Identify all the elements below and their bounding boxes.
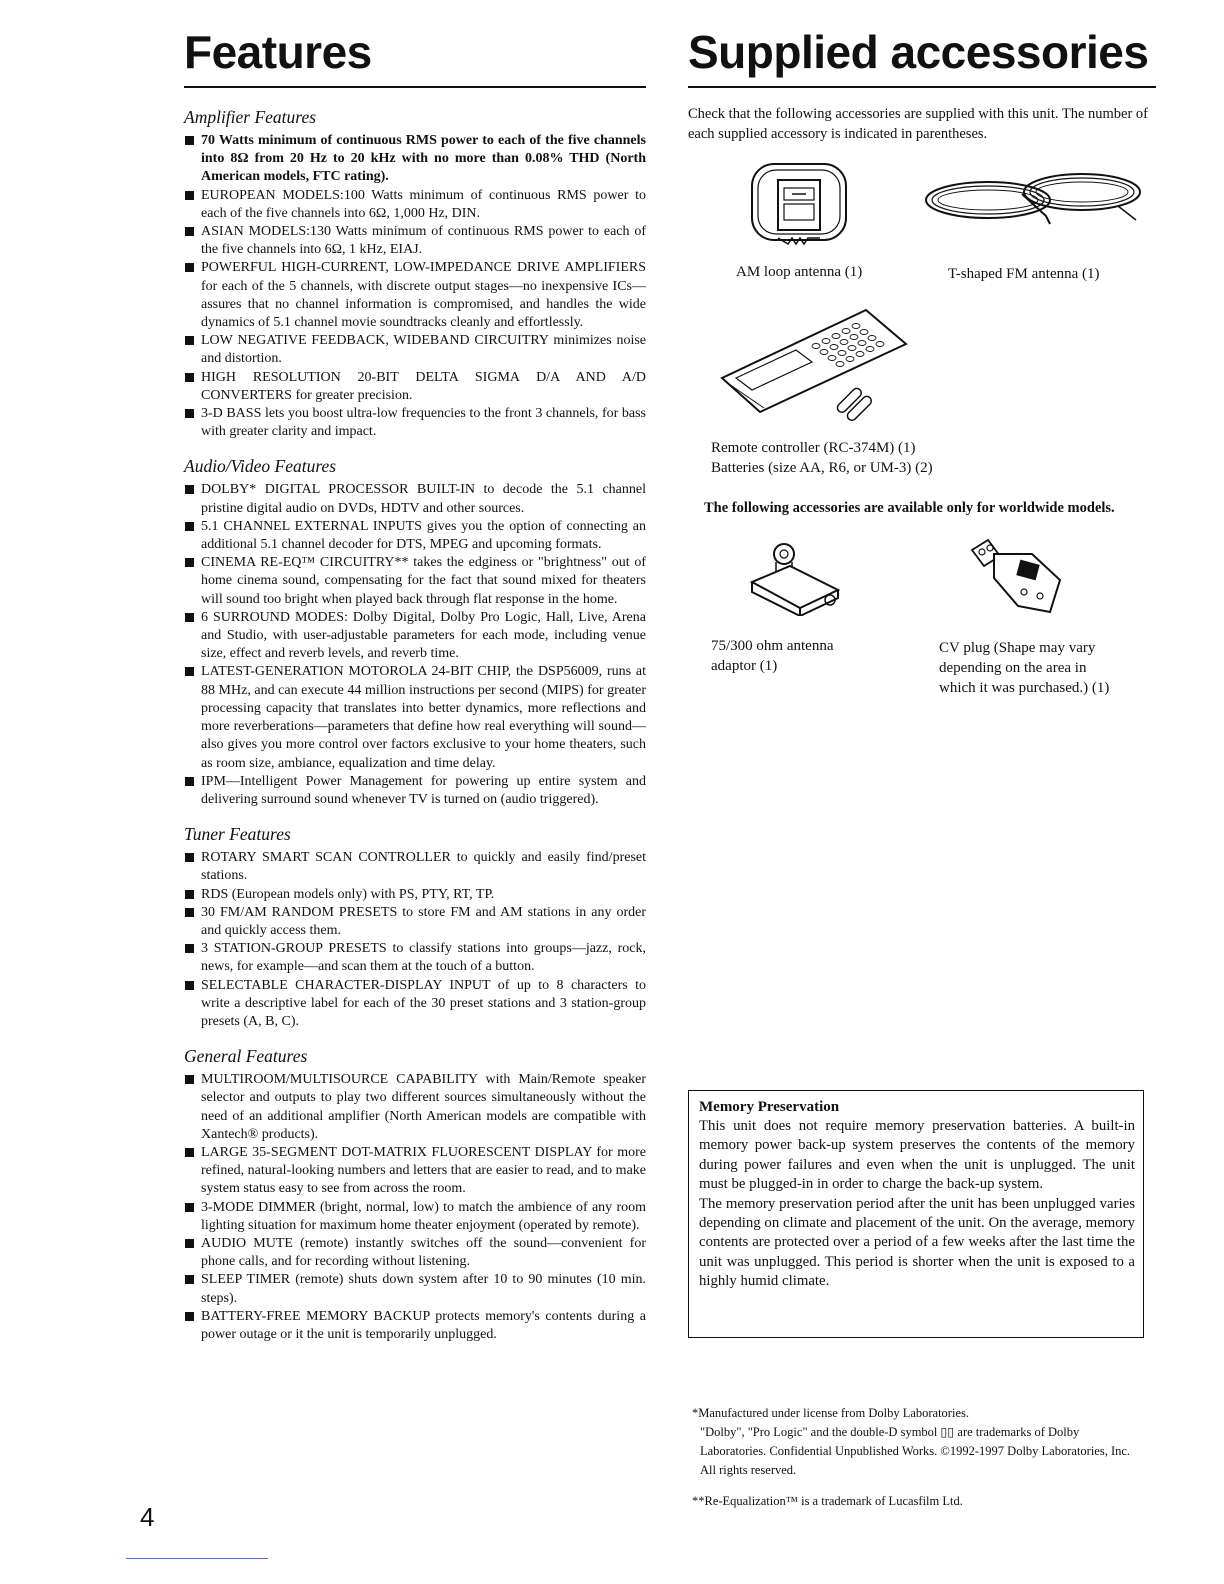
bottom-rule (126, 1558, 268, 1559)
am-antenna-label: AM loop antenna (1) (736, 264, 863, 280)
fm-antenna-icon (922, 164, 1144, 230)
list-item: 6 SURROUND MODES: Dolby Digital, Dolby Pro Logic, Hall, Live, Arena and Studio, with user-adjustable parameters for each mode, including venue size, effect and reverb levels, and reverb time. (184, 609, 646, 664)
list-item: LOW NEGATIVE FEEDBACK, WIDEBAND CIRCUITRY minimizes noise and distortion. (184, 332, 646, 368)
list-item: RDS (European models only) with PS, PTY, RT, TP. (184, 886, 646, 904)
section-heading: Amplifier Features (184, 107, 317, 127)
page-number: 4 (140, 1502, 155, 1532)
list-item: CINEMA RE-EQ™ CIRCUITRY** takes the edginess or "brightness" out of home cinema sound, compensating for the fact that sound mixed for theaters will sound too bright when played back through flat response in the home. (184, 554, 646, 609)
am-loop-antenna-icon (748, 158, 852, 250)
list-item: 3-MODE DIMMER (bright, normal, low) to match the ambience of any room lighting situation for maximum home theater enjoyment (operated by remote). (184, 1199, 646, 1235)
audio-video-section (184, 455, 646, 809)
list-item: EUROPEAN MODELS:100 Watts minimum of continuous RMS power to each of the five channels into 6Ω, 1,000 Hz, DIN. (184, 187, 646, 223)
list-item: BATTERY-FREE MEMORY BACKUP protects memory's contents during a power outage or it the unit is temporarily unplugged. (184, 1308, 646, 1344)
footnote-dolby-trademark: "Dolby", "Pro Logic" and the double-D symbol ▯▯ are trademarks of Dolby Laboratories. Confidential Unpublished Works. ©1992-1997 Dolby Laboratories, Inc. All rights reserved. (700, 1425, 1131, 1477)
memory-heading: Memory Preservation (699, 1099, 840, 1115)
general-section (184, 1045, 646, 1344)
cv-plug-icon (966, 534, 1072, 620)
section-heading: General Features (184, 1046, 308, 1067)
tuner-section (184, 823, 646, 1031)
footnotes (692, 1404, 1148, 1511)
footnote-lucasfilm: **Re-Equalization™ is a trademark of Lucasfilm Ltd. (692, 1494, 963, 1508)
list-item: ROTARY SMART SCAN CONTROLLER to quickly and easily find/preset stations. (184, 849, 646, 885)
batteries-label: Batteries (size AA, R6, or UM-3) (2) (711, 460, 933, 476)
features-title: Features (184, 26, 372, 78)
list-item: POWERFUL HIGH-CURRENT, LOW-IMPEDANCE DRIVE AMPLIFIERS for each of the 5 channels, with discrete output stages—no inexpensive ICs—assures that no channel information is compromised, and handles the wide dynamics of 5.1 channel movie soundtracks cleanly and effortlessly. (184, 259, 646, 332)
adaptor-label-line2: adaptor (1) (711, 658, 778, 674)
title-rule (184, 86, 646, 88)
adaptor-label-line1: 75/300 ohm antenna (711, 638, 834, 654)
list-item: 30 FM/AM RANDOM PRESETS to store FM and AM stations in any order and quickly access them. (184, 904, 646, 940)
fm-antenna-label: T-shaped FM antenna (1) (948, 266, 1100, 282)
remote-controller-icon (716, 306, 912, 426)
accessories-title: Supplied accessories (688, 26, 1149, 78)
list-item: SELECTABLE CHARACTER-DISPLAY INPUT of up to 8 characters to write a descriptive label for each of the 30 preset stations and 3 station-group presets (A, B, C). (184, 977, 646, 1032)
worldwide-note: The following accessories are available only for worldwide models. (704, 500, 1115, 516)
list-item: ASIAN MODELS:130 Watts minimum of continuous RMS power to each of the five channels into 6Ω, 1 kHz, EIAJ. (184, 223, 646, 259)
list-item: 3 STATION-GROUP PRESETS to classify stations into groups—jazz, rock, news, for example—and scan them at the touch of a button. (184, 940, 646, 976)
list-item: 3-D BASS lets you boost ultra-low frequencies to the front 3 channels, for bass with greater clarity and impact. (184, 405, 646, 441)
list-item: IPM—Intelligent Power Management for powering up entire system and delivering surround sound whenever TV is turned on (audio triggered). (184, 773, 646, 809)
memory-paragraph-1: This unit does not require memory preservation batteries. A built-in memory power back-up system preserves the contents of the memory during power failures and even when the unit is unplugged. The unit must be plugged-in in order to charge the back-up system. (699, 1118, 1135, 1193)
list-item: LATEST-GENERATION MOTOROLA 24-BIT CHIP, the DSP56009, runs at 88 MHz, and can execute 44 million instructions per second (MIPS) for greater processing capacity that translates into better dynamics, more reflections and more reverberations—parameters that define how real everything will sound—also gives you more control over factors exclusive to your home theaters, such as room size, ambiance, equalization and time delay. (184, 663, 646, 772)
list-item: DOLBY* DIGITAL PROCESSOR BUILT-IN to decode the 5.1 channel pristine digital audio on DVDs, HDTV and other sources. (184, 481, 646, 517)
footnote-dolby: *Manufactured under license from Dolby Laboratories. (692, 1406, 969, 1420)
list-item: SLEEP TIMER (remote) shuts down system after 10 to 90 minutes (10 min. steps). (184, 1271, 646, 1307)
section-heading: Audio/Video Features (184, 456, 337, 477)
amplifier-section (184, 106, 646, 441)
title-rule (688, 86, 1156, 88)
list-item: HIGH RESOLUTION 20-BIT DELTA SIGMA D/A AND A/D CONVERTERS for greater precision. (184, 369, 646, 405)
memory-preservation-box (688, 1090, 1144, 1338)
cv-plug-label-line2: depending on the area in (939, 660, 1087, 676)
list-item: AUDIO MUTE (remote) instantly switches off the sound—convenient for phone calls, and for recording without listening. (184, 1235, 646, 1271)
section-heading: Tuner Features (184, 824, 291, 845)
antenna-adaptor-icon (746, 540, 846, 616)
remote-controller-label: Remote controller (RC-374M) (1) (711, 440, 916, 456)
accessories-intro: Check that the following accessories are supplied with this unit. The number of each supplied accessory is indicated in parentheses. (688, 106, 1148, 142)
cv-plug-label-line3: which it was purchased.) (1) (939, 680, 1110, 696)
list-item: 5.1 CHANNEL EXTERNAL INPUTS gives you the option of connecting an additional 5.1 channel decoder for DTS, MPEG and upcoming formats. (184, 518, 646, 554)
memory-paragraph-2: The memory preservation period after the unit has been unplugged varies depending on climate and placement of the unit. On the average, memory contents are protected over a period of a few weeks after the last time the unit was unplugged. This period is shorter when the unit is exposed to a highly humid climate. (699, 1195, 1135, 1290)
list-item: MULTIROOM/MULTISOURCE CAPABILITY with Main/Remote speaker selector and outputs to play two different sources simultaneously without the need of an additional amplifier (North American models are compatible with Xantech® products). (184, 1071, 646, 1144)
list-item: LARGE 35-SEGMENT DOT-MATRIX FLUORESCENT DISPLAY for more refined, natural-looking numbers and letters that are easier to read, and to make system status easy to see from across the room. (184, 1144, 646, 1199)
list-item: 70 Watts minimum of continuous RMS power to each of the five channels into 8Ω from 20 Hz to 20 kHz with no more than 0.08% THD (North American models, FTC rating). (184, 132, 646, 187)
accessories-column (688, 24, 1156, 144)
cv-plug-label-line1: CV plug (Shape may vary (939, 640, 1096, 656)
features-column (184, 24, 646, 1344)
